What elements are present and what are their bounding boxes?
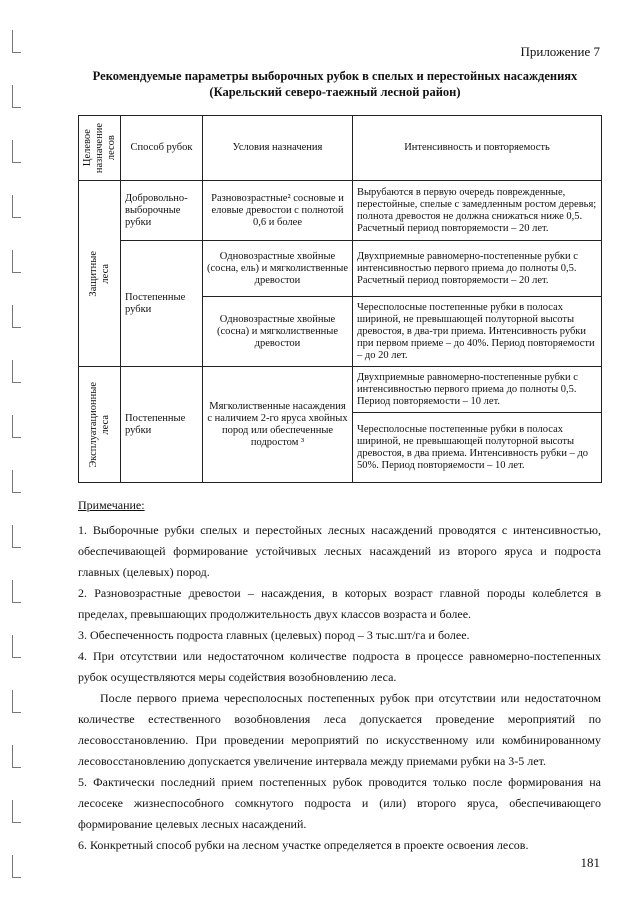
table-row	[79, 181, 602, 241]
condition-cell: Одновозрастные хвойные (сосна) и мягколиственные древостои	[203, 297, 353, 367]
page-number: 181	[580, 855, 600, 870]
intensity-cell: Вырубаются в первую очередь поврежденные, перестойные, спелые с замедленным ростом деревья; полнота древостоя не должна снижаться ниже 0,5. Расчетный период повторяемости – 20 лет.	[353, 181, 602, 241]
method-voluntary: Добровольно-выборочные рубки	[121, 181, 203, 241]
margin-mark	[12, 30, 21, 53]
condition-cell: Разновозрастные² сосновые и еловые древостои с полнотой 0,6 и более	[203, 181, 353, 241]
margin-mark	[12, 745, 21, 768]
margin-mark	[12, 470, 21, 493]
group-protective: Защитные леса	[79, 181, 121, 367]
intensity-cell: Двухприемные равномерно-постепенные рубки с интенсивностью первого приема до полноты 0,5. Расчетный период повторяемости – 20 лет.	[353, 241, 602, 297]
margin-mark	[12, 85, 21, 108]
method-gradual-exploitation: Постепенные рубки	[121, 367, 203, 483]
document-title	[70, 68, 600, 100]
intensity-cell: Чересполосные постепенные рубки в полосах шириной, не превышающей полуторной высоты древостоя, в два приема. Интенсивность рубки – до 50%. Период повторяемости – 10 лет.	[353, 413, 602, 483]
header-method: Способ рубок	[121, 116, 203, 181]
method-gradual: Постепенные рубки	[121, 241, 203, 367]
binding-margin-marks	[0, 0, 30, 905]
parameters-table	[78, 115, 602, 483]
note-1: 1. Выборочные рубки спелых и перестойных лесных насаждений проводятся с интенсивностью, обеспечивающей формирование устойчивых лесных насаждений из второго яруса и подроста главных (целевых) пород.	[78, 523, 601, 579]
margin-mark	[12, 305, 21, 328]
margin-mark	[12, 800, 21, 823]
margin-mark	[12, 250, 21, 273]
header-conditions: Условия назначения	[203, 116, 353, 181]
margin-mark	[12, 855, 21, 878]
note-3: 3. Обеспеченность подроста главных (целевых) пород – 3 тыс.шт/га и более.	[78, 628, 470, 642]
note-6: 6. Конкретный способ рубки на лесном участке определяется в проекте освоения лесов.	[78, 838, 529, 852]
margin-mark	[12, 635, 21, 658]
margin-mark	[12, 415, 21, 438]
intensity-cell: Чересполосные постепенные рубки в полосах шириной, не превышающей полуторной высоты древостоя, в два-три приема. Интенсивность рубки при первом приеме – до 40%. Период повторяемости – до 20 лет.	[353, 297, 602, 367]
margin-mark	[12, 195, 21, 218]
title-line-2: (Карельский северо-таежный лесной район)	[209, 85, 461, 99]
margin-mark	[12, 690, 21, 713]
notes-section	[78, 495, 601, 856]
margin-mark	[12, 525, 21, 548]
notes-title: Примечание:	[78, 498, 145, 512]
note-4-continuation: После первого приема чересполосных постепенных рубок при отсутствии или недостаточном количестве естественного возобновления леса допускается проведение мероприятий по лесовосстановлению. При проведении мероприятий по искусственному или комбинированному лесовосстановлению допускается увеличение интервала между приемами рубки на 3-5 лет.	[78, 691, 601, 768]
group-exploitation: Эксплуатационные леса	[79, 367, 121, 483]
note-4: 4. При отсутствии или недостаточном количестве подроста в процессе равномерно-постепенных рубок осуществляются меры содействия возобновлению леса.	[78, 649, 601, 684]
note-2: 2. Разновозрастные древостои – насаждения, в которых возраст главной породы колеблется в пределах, превышающих продолжительность двух классов возраста и более.	[78, 586, 601, 621]
header-purpose: Целевое назначение лесов	[79, 116, 121, 181]
margin-mark	[12, 580, 21, 603]
header-intensity: Интенсивность и повторяемость	[353, 116, 602, 181]
table-row	[79, 241, 602, 297]
margin-mark	[12, 360, 21, 383]
table-header-row	[79, 116, 602, 181]
intensity-cell: Двухприемные равномерно-постепенные рубки с интенсивностью первого приема до полноты 0,5. Период повторяемости – 10 лет.	[353, 367, 602, 413]
condition-cell: Мягколиственные насаждения с наличием 2-го яруса хвойных пород или обеспеченные подростом ³	[203, 367, 353, 483]
appendix-label: Приложение 7	[520, 44, 600, 59]
condition-cell: Одновозрастные хвойные (сосна, ель) и мягколиственные древостои	[203, 241, 353, 297]
margin-mark	[12, 140, 21, 163]
note-5: 5. Фактически последний прием постепенных рубок проводится только после формирования на лесосеке жизнеспособного сомкнутого подроста и (или) второго яруса, обеспечивающего формирование целевых лесных насаждений.	[78, 775, 601, 831]
table-row	[79, 367, 602, 413]
title-line-1: Рекомендуемые параметры выборочных рубок в спелых и перестойных насаждениях	[92, 69, 578, 83]
